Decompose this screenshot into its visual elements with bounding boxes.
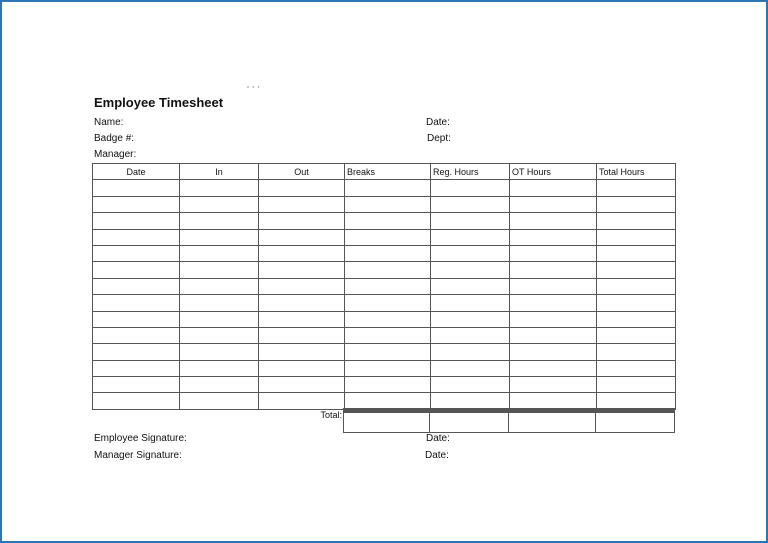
cell-date[interactable]: [93, 360, 180, 376]
cell-reg-hours[interactable]: [431, 229, 510, 245]
column-header-in: In: [180, 164, 259, 180]
cell-breaks[interactable]: [345, 311, 431, 327]
table-row: [93, 180, 676, 196]
cell-reg-hours[interactable]: [431, 344, 510, 360]
cell-ot-hours[interactable]: [510, 327, 597, 343]
cell-in[interactable]: [180, 295, 259, 311]
cell-date[interactable]: [93, 311, 180, 327]
cell-ot-hours[interactable]: [510, 344, 597, 360]
cell-out[interactable]: [259, 327, 345, 343]
cell-ot-hours[interactable]: [510, 180, 597, 196]
cell-reg-hours[interactable]: [431, 245, 510, 261]
cell-in[interactable]: [180, 360, 259, 376]
cell-date[interactable]: [93, 196, 180, 212]
cell-in[interactable]: [180, 393, 259, 409]
table-body: [93, 180, 676, 409]
cell-out[interactable]: [259, 180, 345, 196]
cell-ot-hours[interactable]: [510, 213, 597, 229]
cell-out[interactable]: [259, 295, 345, 311]
name-label: Name:: [94, 117, 124, 128]
cell-reg-hours[interactable]: [431, 213, 510, 229]
cell-breaks[interactable]: [345, 196, 431, 212]
column-header-date: Date: [93, 164, 180, 180]
cell-total-hours[interactable]: [597, 344, 676, 360]
cell-in[interactable]: [180, 278, 259, 294]
cell-reg-hours[interactable]: [431, 180, 510, 196]
cell-total-hours[interactable]: [597, 213, 676, 229]
cell-total-hours[interactable]: [597, 311, 676, 327]
cell-out[interactable]: [259, 377, 345, 393]
cell-in[interactable]: [180, 311, 259, 327]
cell-in[interactable]: [180, 377, 259, 393]
cell-breaks[interactable]: [345, 360, 431, 376]
cell-total-hours[interactable]: [597, 262, 676, 278]
cell-breaks[interactable]: [345, 295, 431, 311]
table-row: [93, 327, 676, 343]
cell-breaks[interactable]: [345, 213, 431, 229]
cell-reg-hours[interactable]: [431, 278, 510, 294]
cell-ot-hours[interactable]: [510, 229, 597, 245]
cell-date[interactable]: [93, 180, 180, 196]
totals-divider-bar: [343, 408, 675, 413]
cell-out[interactable]: [259, 245, 345, 261]
cell-reg-hours[interactable]: [431, 377, 510, 393]
cell-breaks[interactable]: [345, 278, 431, 294]
cell-reg-hours[interactable]: [431, 311, 510, 327]
cell-in[interactable]: [180, 180, 259, 196]
column-header-ot-hours: OT Hours: [510, 164, 597, 180]
badge-label: Badge #:: [94, 133, 135, 144]
cell-out[interactable]: [259, 393, 345, 409]
cell-date[interactable]: [93, 245, 180, 261]
column-header-breaks: Breaks: [345, 164, 431, 180]
cell-out[interactable]: [259, 344, 345, 360]
cell-out[interactable]: [259, 311, 345, 327]
manager-label: Manager:: [94, 149, 137, 160]
cell-date[interactable]: [93, 327, 180, 343]
cell-reg-hours[interactable]: [431, 196, 510, 212]
cell-breaks[interactable]: [345, 262, 431, 278]
timesheet-table: [92, 163, 676, 410]
manager-signature-label: Manager Signature:: [94, 450, 182, 461]
cell-total-hours[interactable]: [597, 377, 676, 393]
cell-total-hours[interactable]: [597, 360, 676, 376]
employee-signature-date-label: Date:: [426, 433, 450, 444]
cell-out[interactable]: [259, 213, 345, 229]
cell-date[interactable]: [93, 344, 180, 360]
table-row: [93, 360, 676, 376]
cell-reg-hours[interactable]: [431, 262, 510, 278]
table-header-row: [93, 164, 676, 180]
cell-ot-hours[interactable]: [510, 377, 597, 393]
cell-ot-hours[interactable]: [510, 393, 597, 409]
cell-breaks[interactable]: [345, 327, 431, 343]
cell-in[interactable]: [180, 245, 259, 261]
table-row: [93, 262, 676, 278]
cell-out[interactable]: [259, 262, 345, 278]
table-row: [93, 393, 676, 409]
cell-total-hours[interactable]: [597, 278, 676, 294]
cell-in[interactable]: [180, 196, 259, 212]
cell-date[interactable]: [93, 213, 180, 229]
cell-breaks[interactable]: [345, 344, 431, 360]
cell-in[interactable]: [180, 262, 259, 278]
cell-total-hours[interactable]: [597, 245, 676, 261]
cell-total-hours[interactable]: [597, 196, 676, 212]
dept-label: Dept:: [427, 133, 451, 144]
cell-total-hours[interactable]: [597, 295, 676, 311]
cell-date[interactable]: [93, 229, 180, 245]
cell-out[interactable]: [259, 196, 345, 212]
manager-signature-date-label: Date:: [425, 450, 449, 461]
employee-signature-label: Employee Signature:: [94, 433, 187, 444]
cell-in[interactable]: [180, 229, 259, 245]
cell-total-hours[interactable]: [597, 327, 676, 343]
table-row: [93, 311, 676, 327]
cell-breaks[interactable]: [345, 245, 431, 261]
cell-ot-hours[interactable]: [510, 360, 597, 376]
cell-ot-hours[interactable]: [510, 245, 597, 261]
cell-ot-hours[interactable]: [510, 311, 597, 327]
page-title: Employee Timesheet: [94, 95, 224, 110]
cell-breaks[interactable]: [345, 393, 431, 409]
total-label: Total:: [320, 410, 342, 420]
cell-in[interactable]: [180, 344, 259, 360]
cell-breaks[interactable]: [345, 377, 431, 393]
column-header-reg-hours: Reg. Hours: [431, 164, 510, 180]
cell-in[interactable]: [180, 213, 259, 229]
cell-breaks[interactable]: [345, 229, 431, 245]
cell-out[interactable]: [259, 229, 345, 245]
cell-out[interactable]: [259, 278, 345, 294]
cell-ot-hours[interactable]: [510, 278, 597, 294]
cell-ot-hours[interactable]: [510, 196, 597, 212]
cell-date[interactable]: [93, 377, 180, 393]
table-row: [93, 229, 676, 245]
cell-date[interactable]: [93, 295, 180, 311]
table-row: [93, 295, 676, 311]
column-header-out: Out: [259, 164, 345, 180]
table-row: [93, 344, 676, 360]
header-mark: * * *: [247, 86, 261, 92]
table-row: [93, 377, 676, 393]
cell-breaks[interactable]: [345, 180, 431, 196]
cell-date[interactable]: [93, 393, 180, 409]
table-row: [93, 278, 676, 294]
cell-reg-hours[interactable]: [431, 327, 510, 343]
cell-ot-hours[interactable]: [510, 262, 597, 278]
cell-reg-hours[interactable]: [431, 360, 510, 376]
cell-date[interactable]: [93, 278, 180, 294]
cell-reg-hours[interactable]: [431, 393, 510, 409]
date-label: Date:: [426, 117, 450, 128]
table-row: [93, 245, 676, 261]
cell-total-hours[interactable]: [597, 229, 676, 245]
cell-total-hours[interactable]: [597, 393, 676, 409]
table-row: [93, 213, 676, 229]
cell-date[interactable]: [93, 262, 180, 278]
cell-in[interactable]: [180, 327, 259, 343]
column-header-total-hours: Total Hours: [597, 164, 676, 180]
cell-reg-hours[interactable]: [431, 295, 510, 311]
cell-ot-hours[interactable]: [510, 295, 597, 311]
cell-out[interactable]: [259, 360, 345, 376]
cell-total-hours[interactable]: [597, 180, 676, 196]
table-row: [93, 196, 676, 212]
